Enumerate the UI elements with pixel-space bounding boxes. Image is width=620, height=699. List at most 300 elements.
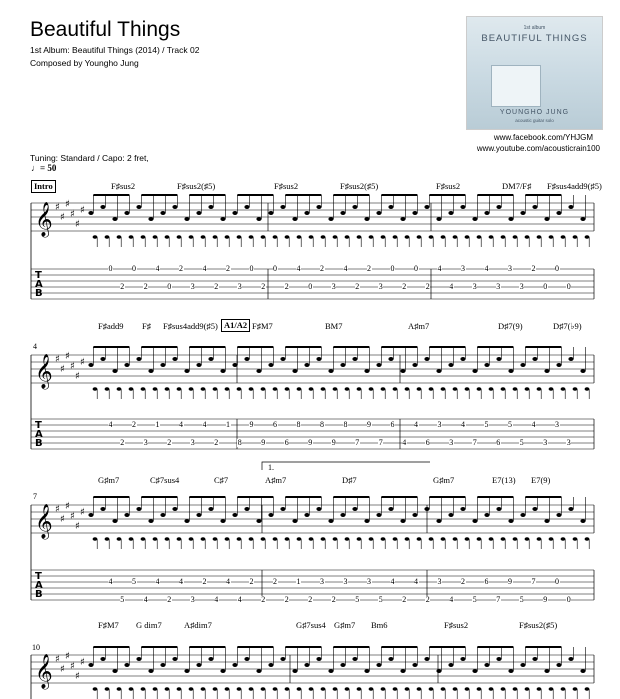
notehead: [472, 369, 477, 373]
tab-fret-number: 2: [120, 282, 125, 291]
bass-notehead: [501, 537, 506, 541]
tab-fret-number: 0: [167, 282, 172, 291]
tab-fret-number: 2: [331, 595, 336, 604]
notehead: [508, 669, 513, 673]
bass-notehead: [237, 687, 242, 691]
tab-fret-number: 3: [237, 282, 242, 291]
tab-fret-number: 6: [390, 420, 395, 429]
bass-notehead: [237, 537, 242, 541]
bass-notehead: [93, 235, 98, 239]
sharp-icon: ♯: [80, 357, 85, 368]
notehead: [544, 519, 549, 523]
bass-notehead: [573, 387, 578, 391]
tab-fret-number: 9: [261, 438, 266, 447]
bass-notehead: [297, 537, 302, 541]
bass-notehead: [369, 687, 374, 691]
tab-fret-number: 3: [320, 577, 324, 586]
notehead: [232, 663, 237, 667]
bass-notehead: [345, 235, 350, 239]
notehead: [124, 513, 129, 517]
notehead: [520, 363, 525, 367]
chord-name: F♯sus2(♯5): [340, 181, 379, 191]
bass-notehead: [393, 235, 398, 239]
tab-clef-letter: T: [35, 571, 42, 582]
bass-notehead: [477, 387, 482, 391]
tab-fret-number: 5: [132, 577, 136, 586]
notehead: [436, 669, 441, 673]
notehead: [412, 663, 417, 667]
notehead: [496, 357, 501, 361]
bass-notehead: [345, 687, 350, 691]
bass-notehead: [513, 537, 518, 541]
bass-notehead: [333, 537, 338, 541]
tab-fret-number: 5: [519, 438, 524, 447]
bass-notehead: [201, 235, 206, 239]
chord-name: A♯m7: [265, 475, 287, 485]
notehead: [100, 657, 105, 661]
bass-notehead: [117, 537, 122, 541]
tab-fret-number: 7: [378, 438, 383, 447]
bass-notehead: [309, 387, 314, 391]
tab-fret-number: 2: [425, 595, 430, 604]
bass-notehead: [513, 687, 518, 691]
sharp-icon: ♯: [80, 507, 85, 518]
bass-notehead: [417, 235, 422, 239]
bass-notehead: [129, 387, 134, 391]
bass-notehead: [453, 537, 458, 541]
notehead: [448, 363, 453, 367]
notehead: [412, 211, 417, 215]
bass-notehead: [117, 687, 122, 691]
tab-clef-letter: T: [35, 420, 42, 431]
sharp-icon: ♯: [70, 511, 75, 522]
bass-notehead: [513, 235, 518, 239]
tab-fret-number: 3: [519, 282, 524, 291]
notehead: [484, 663, 489, 667]
bass-notehead: [429, 687, 434, 691]
bass-notehead: [105, 387, 110, 391]
notehead: [112, 217, 117, 221]
notehead: [352, 205, 357, 209]
bass-notehead: [441, 387, 446, 391]
bass-notehead: [273, 537, 278, 541]
bass-notehead: [309, 537, 314, 541]
bass-notehead: [225, 687, 230, 691]
tab-fret-number: 3: [437, 420, 442, 429]
sharp-icon: ♯: [75, 219, 80, 230]
bass-notehead: [249, 387, 254, 391]
notehead: [196, 663, 201, 667]
bass-notehead: [417, 687, 422, 691]
bass-notehead: [117, 387, 122, 391]
notehead: [568, 507, 573, 511]
chord-name: E7(13): [492, 475, 516, 485]
notehead: [328, 217, 333, 221]
notehead: [280, 357, 285, 361]
notehead: [208, 507, 213, 511]
bass-notehead: [525, 235, 530, 239]
bass-notehead: [585, 235, 590, 239]
bass-notehead: [561, 387, 566, 391]
notehead: [328, 519, 333, 523]
bass-notehead: [429, 387, 434, 391]
youtube-link[interactable]: www.youtube.com/acousticrain100: [476, 144, 600, 153]
facebook-link[interactable]: www.facebook.com/YHJGM: [493, 133, 593, 142]
notehead: [436, 369, 441, 373]
notehead: [568, 205, 573, 209]
tab-fret-number: 6: [284, 438, 289, 447]
notehead: [316, 357, 321, 361]
tab-fret-number: 3: [143, 438, 148, 447]
chord-name: Bm6: [371, 620, 388, 630]
tab-fret-number: 8: [343, 420, 348, 429]
notehead: [184, 217, 189, 221]
notehead: [472, 519, 477, 523]
notehead: [448, 513, 453, 517]
notehead: [484, 363, 489, 367]
notehead: [352, 507, 357, 511]
bass-notehead: [285, 537, 290, 541]
composer-info: Composed by Youngho Jung: [30, 58, 139, 68]
measure-number: 10: [32, 643, 40, 652]
bass-notehead: [309, 687, 314, 691]
notehead: [256, 669, 261, 673]
bass-notehead: [357, 537, 362, 541]
tab-fret-number: 4: [179, 420, 183, 429]
notehead: [532, 357, 537, 361]
notehead: [124, 211, 129, 215]
tab-fret-number: 0: [273, 264, 277, 273]
notehead: [136, 205, 141, 209]
chord-name: C♯7sus4: [150, 475, 180, 485]
tab-fret-number: 0: [414, 264, 418, 273]
chord-name: F♯add9: [98, 321, 124, 331]
tab-fret-number: 0: [555, 577, 559, 586]
notehead: [508, 519, 513, 523]
chord-name: F♯sus2: [274, 181, 299, 191]
bass-notehead: [549, 537, 554, 541]
tab-fret-number: 4: [343, 264, 348, 273]
bass-notehead: [417, 537, 422, 541]
notehead: [400, 519, 405, 523]
bass-notehead: [141, 687, 146, 691]
notehead: [256, 217, 261, 221]
bass-notehead: [381, 537, 386, 541]
bass-notehead: [93, 537, 98, 541]
notehead: [172, 357, 177, 361]
notehead: [220, 217, 225, 221]
bass-notehead: [441, 537, 446, 541]
tab-fret-number: 4: [108, 577, 113, 586]
notehead: [556, 663, 561, 667]
bass-notehead: [585, 687, 590, 691]
notehead: [100, 357, 105, 361]
tab-fret-number: 2: [367, 264, 371, 273]
tab-fret-number: 4: [531, 420, 536, 429]
tab-fret-number: 0: [543, 282, 548, 291]
notehead: [580, 669, 585, 673]
tab-fret-number: 4: [214, 595, 219, 604]
tab-fret-number: 3: [190, 438, 195, 447]
first-ending-label: 1.: [268, 463, 274, 472]
notehead: [580, 519, 585, 523]
bass-notehead: [477, 537, 482, 541]
tab-fret-number: 0: [555, 264, 559, 273]
notehead: [400, 669, 405, 673]
notehead: [460, 507, 465, 511]
treble-clef-icon: 𝄞: [35, 202, 53, 237]
notehead: [412, 513, 417, 517]
tab-fret-number: 3: [508, 264, 512, 273]
notehead: [472, 217, 477, 221]
bass-notehead: [381, 387, 386, 391]
bass-notehead: [177, 387, 182, 391]
chord-name: F♯sus2(♯5): [177, 181, 216, 191]
chord-name: D♯7: [342, 475, 357, 485]
tab-fret-number: 3: [449, 438, 454, 447]
tab-fret-number: 4: [414, 420, 418, 429]
notehead: [364, 519, 369, 523]
notehead: [196, 513, 201, 517]
bass-notehead: [429, 235, 434, 239]
notehead: [544, 217, 549, 221]
tab-fret-number: 9: [331, 438, 336, 447]
notehead: [172, 507, 177, 511]
tab-fret-number: 8: [320, 420, 324, 429]
bass-notehead: [153, 235, 158, 239]
notehead: [532, 205, 537, 209]
bass-notehead: [261, 537, 266, 541]
notehead: [160, 211, 165, 215]
bass-notehead: [117, 235, 122, 239]
bass-notehead: [141, 387, 146, 391]
tab-fret-number: 4: [143, 595, 148, 604]
bass-notehead: [501, 235, 506, 239]
notehead: [160, 363, 165, 367]
notehead: [184, 669, 189, 673]
bass-notehead: [501, 687, 506, 691]
bass-notehead: [213, 235, 218, 239]
notehead: [148, 519, 153, 523]
bass-notehead: [93, 387, 98, 391]
bass-notehead: [357, 687, 362, 691]
tab-fret-number: 4: [414, 577, 418, 586]
notehead: [352, 657, 357, 661]
bass-notehead: [369, 235, 374, 239]
tab-fret-number: 3: [190, 282, 195, 291]
sharp-icon: ♯: [60, 664, 65, 675]
notehead: [88, 211, 93, 215]
tab-fret-number: 4: [449, 282, 454, 291]
notehead: [160, 663, 165, 667]
tab-fret-number: 3: [555, 420, 559, 429]
notehead: [172, 657, 177, 661]
notehead: [484, 513, 489, 517]
notehead: [340, 363, 345, 367]
bass-notehead: [369, 537, 374, 541]
bass-notehead: [273, 687, 278, 691]
tab-fret-number: 2: [308, 595, 313, 604]
bass-notehead: [465, 235, 470, 239]
notehead: [520, 211, 525, 215]
album-info: 1st Album: Beautiful Things (2014) / Track 02: [30, 45, 200, 55]
chord-name: F♯: [142, 321, 151, 331]
chord-name: F♯sus2: [436, 181, 461, 191]
bass-notehead: [177, 687, 182, 691]
tab-fret-number: 5: [508, 420, 512, 429]
notehead: [304, 663, 309, 667]
tab-fret-number: 2: [273, 577, 277, 586]
tab-fret-number: 3: [472, 282, 477, 291]
bass-notehead: [417, 387, 422, 391]
bass-notehead: [441, 235, 446, 239]
tab-fret-number: 0: [108, 264, 113, 273]
tab-fret-number: 7: [531, 577, 536, 586]
chord-name: E7(9): [531, 475, 551, 485]
notehead: [532, 507, 537, 511]
chord-name: A♯m7: [408, 321, 430, 331]
sharp-icon: ♯: [60, 212, 65, 223]
bass-notehead: [153, 687, 158, 691]
tab-fret-number: 5: [519, 595, 524, 604]
bass-notehead: [105, 235, 110, 239]
tab-fret-number: 5: [472, 595, 477, 604]
tab-fret-number: 5: [120, 595, 125, 604]
bass-notehead: [405, 387, 410, 391]
tab-clef-letter: B: [35, 288, 43, 299]
bass-notehead: [501, 387, 506, 391]
bass-notehead: [477, 687, 482, 691]
notehead: [88, 663, 93, 667]
tab-fret-number: 2: [202, 577, 207, 586]
tab-fret-number: 2: [226, 264, 230, 273]
notehead: [292, 369, 297, 373]
chord-name: F♯M7: [98, 620, 119, 630]
bass-notehead: [513, 387, 518, 391]
notehead: [328, 669, 333, 673]
sharp-icon: ♯: [60, 364, 65, 375]
notehead: [208, 205, 213, 209]
tab-fret-number: 4: [155, 264, 160, 273]
tab-fret-number: 6: [496, 438, 501, 447]
sharp-icon: ♯: [80, 205, 85, 216]
notehead: [124, 363, 129, 367]
bass-notehead: [537, 235, 542, 239]
notehead: [568, 357, 573, 361]
bass-notehead: [537, 387, 542, 391]
tab-fret-number: 4: [390, 577, 395, 586]
chord-name: BM7: [325, 321, 343, 331]
tab-fret-number: 2: [132, 420, 136, 429]
bass-notehead: [225, 235, 230, 239]
bass-notehead: [249, 537, 254, 541]
notehead: [172, 205, 177, 209]
bass-notehead: [225, 387, 230, 391]
bass-notehead: [525, 387, 530, 391]
bass-notehead: [165, 235, 170, 239]
sharp-icon: ♯: [75, 371, 80, 382]
tab-fret-number: 2: [284, 595, 289, 604]
chord-name: G♯7sus4: [296, 620, 326, 630]
chord-name: G♯m7: [98, 475, 120, 485]
notehead: [148, 369, 153, 373]
tab-clef-letter: B: [35, 438, 43, 449]
notehead: [376, 663, 381, 667]
tab-fret-number: 6: [273, 420, 277, 429]
chord-name: A♯dim7: [184, 620, 212, 630]
tab-fret-number: 7: [355, 438, 360, 447]
tab-fret-number: 3: [461, 264, 465, 273]
sharp-icon: ♯: [70, 661, 75, 672]
bass-notehead: [573, 537, 578, 541]
sharp-icon: ♯: [55, 654, 60, 665]
chord-name: F♯sus2(♯5): [519, 620, 558, 630]
sharp-icon: ♯: [70, 209, 75, 220]
notehead: [580, 217, 585, 221]
bass-notehead: [573, 235, 578, 239]
bass-notehead: [177, 235, 182, 239]
notehead: [388, 357, 393, 361]
notehead: [112, 369, 117, 373]
tab-fret-number: 2: [167, 595, 172, 604]
chord-name: G♯m7: [433, 475, 455, 485]
notehead: [268, 513, 273, 517]
bass-notehead: [93, 687, 98, 691]
bass-notehead: [237, 387, 242, 391]
notehead: [148, 217, 153, 221]
notehead: [376, 513, 381, 517]
bass-notehead: [369, 387, 374, 391]
notehead: [448, 663, 453, 667]
tab-fret-number: 4: [108, 420, 113, 429]
treble-clef-icon: 𝄞: [35, 504, 53, 539]
tab-fret-number: 2: [355, 282, 360, 291]
bass-notehead: [105, 687, 110, 691]
bass-notehead: [249, 235, 254, 239]
bass-notehead: [129, 687, 134, 691]
bass-notehead: [285, 387, 290, 391]
bass-notehead: [261, 235, 266, 239]
notehead: [124, 663, 129, 667]
bass-notehead: [489, 387, 494, 391]
bass-notehead: [405, 537, 410, 541]
tab-fret-number: 1: [155, 420, 160, 429]
notehead: [388, 507, 393, 511]
notehead: [304, 211, 309, 215]
notehead: [256, 519, 261, 523]
bass-notehead: [465, 387, 470, 391]
chord-name: F♯sus2: [444, 620, 469, 630]
tab-fret-number: 4: [484, 264, 489, 273]
notehead: [304, 513, 309, 517]
bass-notehead: [381, 687, 386, 691]
notehead: [280, 507, 285, 511]
tab-fret-number: 4: [202, 264, 207, 273]
notehead: [460, 357, 465, 361]
bass-notehead: [561, 235, 566, 239]
notehead: [436, 519, 441, 523]
bass-notehead: [189, 687, 194, 691]
notehead: [292, 519, 297, 523]
notehead: [340, 663, 345, 667]
bass-notehead: [201, 537, 206, 541]
tab-fret-number: 2: [261, 282, 266, 291]
bass-notehead: [309, 235, 314, 239]
notehead: [160, 513, 165, 517]
notehead: [484, 211, 489, 215]
notehead: [400, 369, 405, 373]
notehead: [496, 205, 501, 209]
